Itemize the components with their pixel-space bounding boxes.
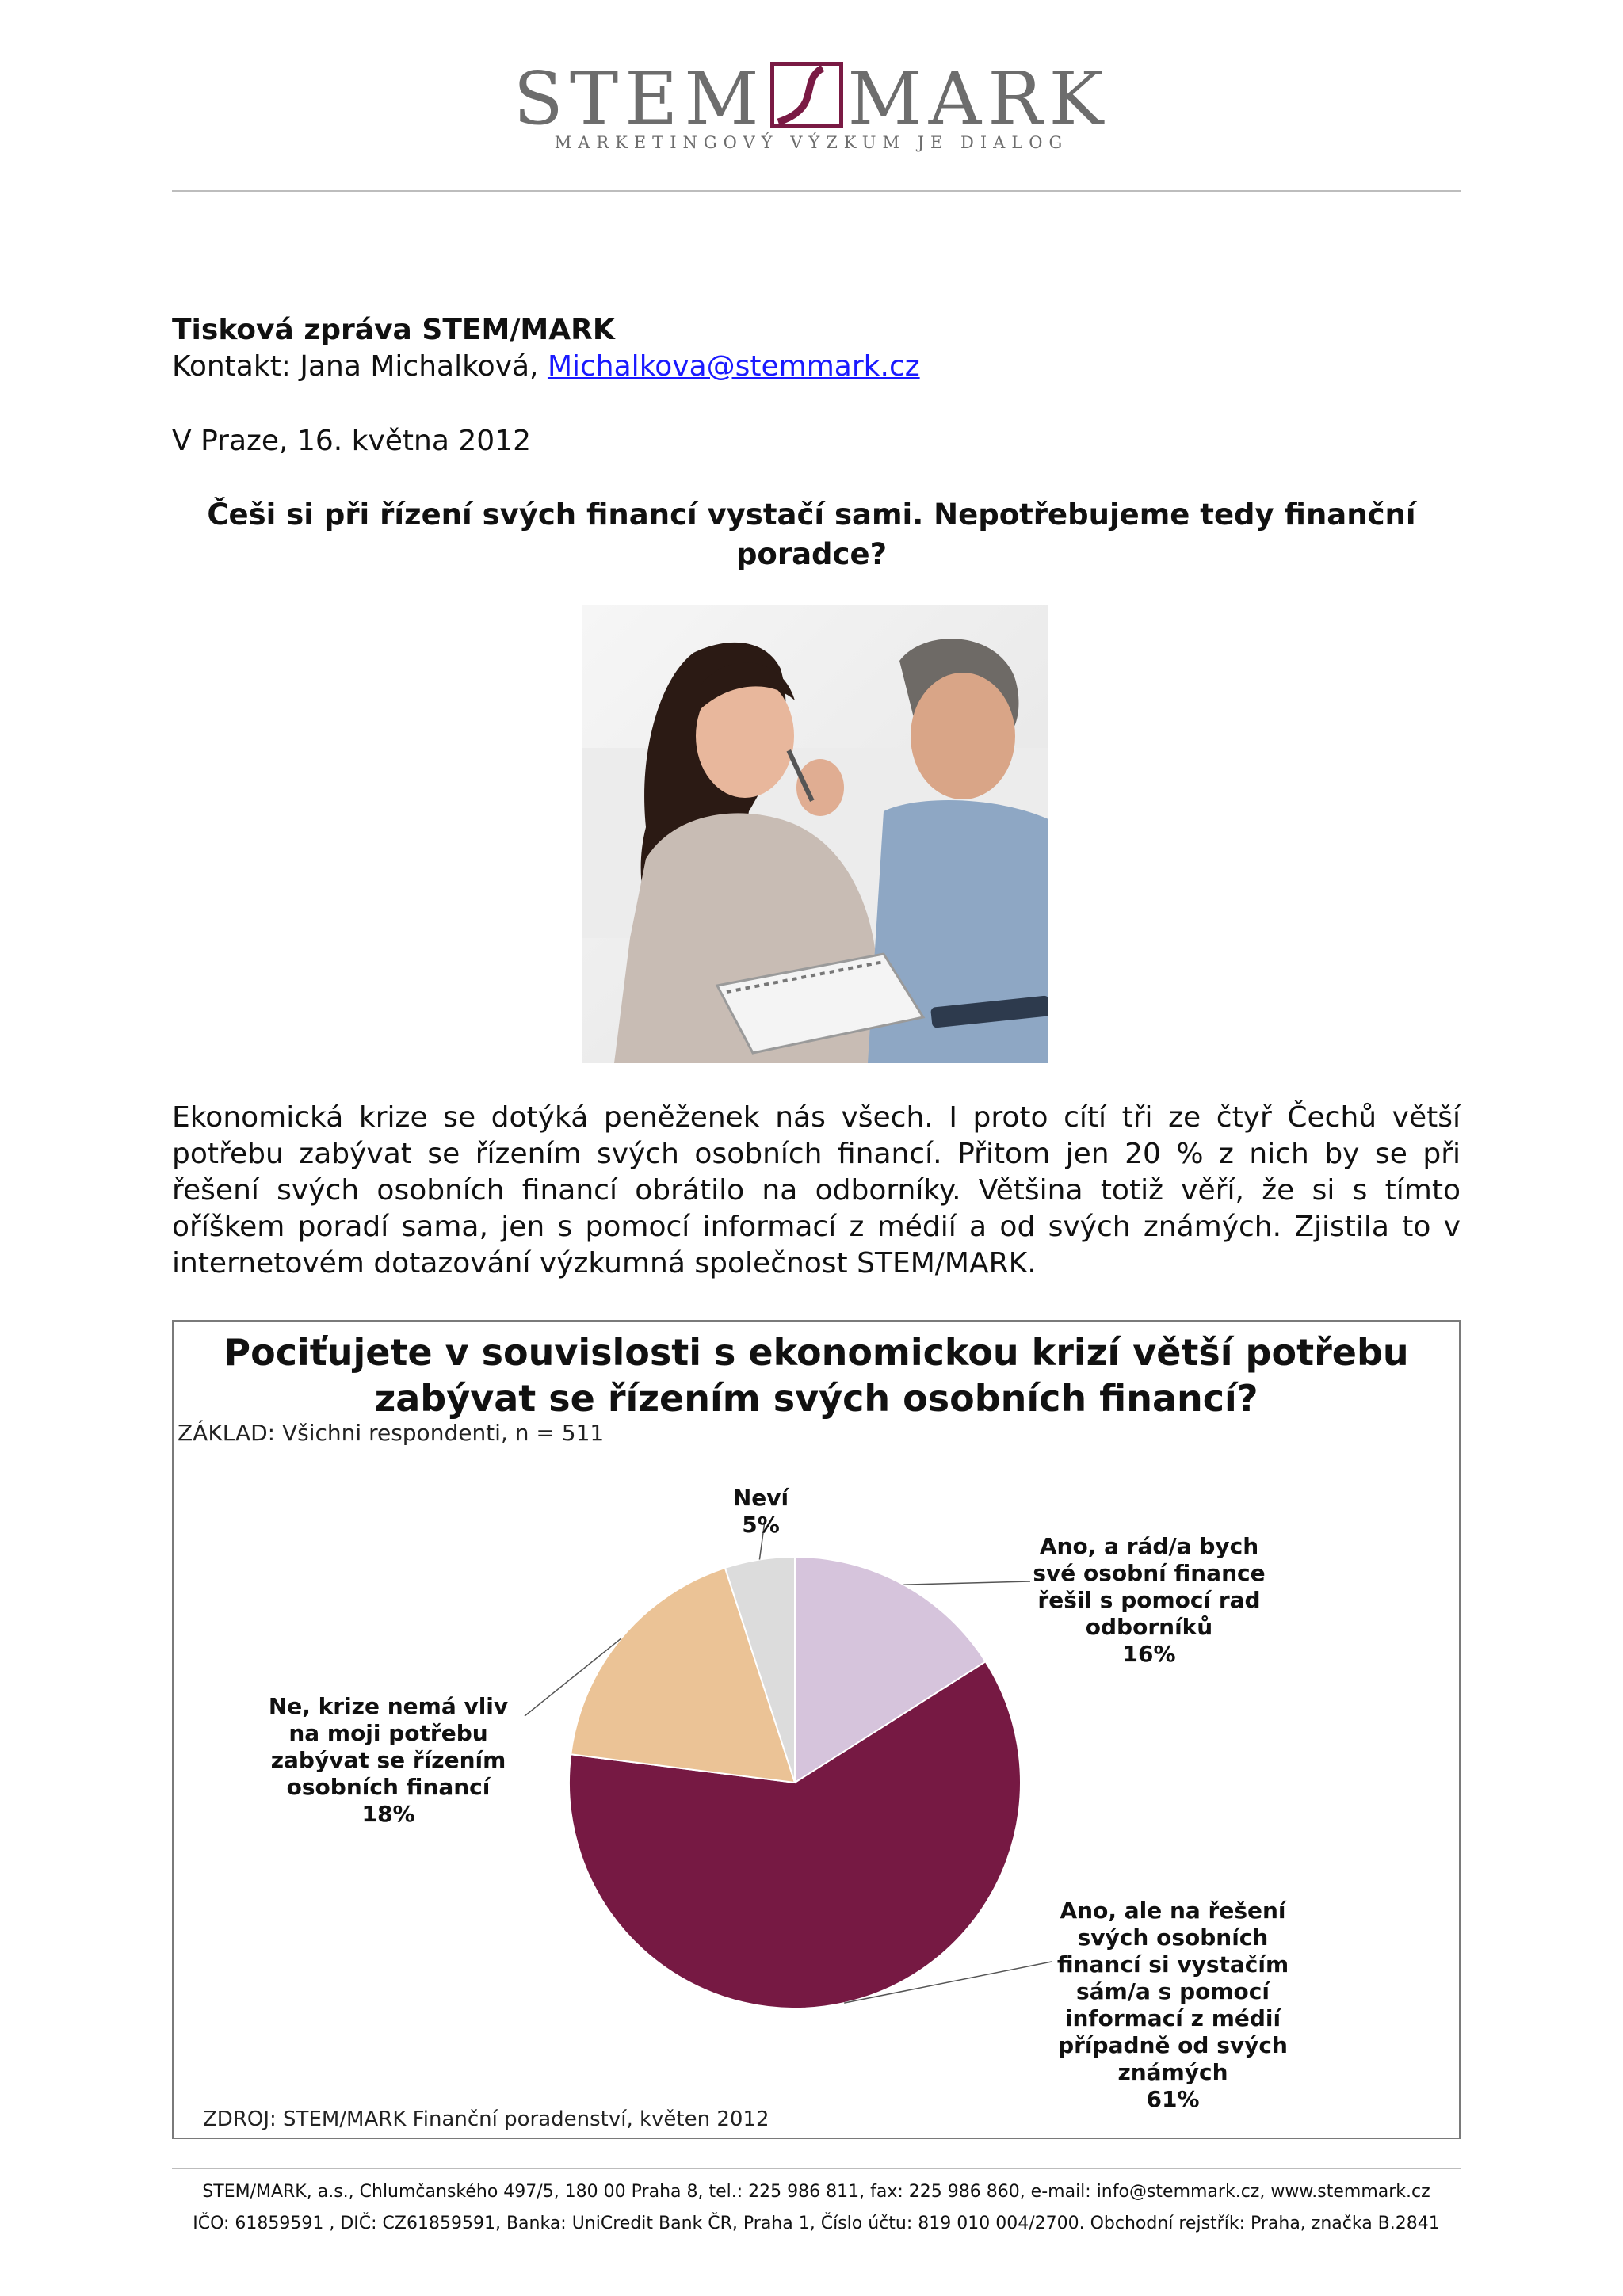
pie-leader-line	[903, 1581, 1030, 1585]
headline: Češi si při řízení svých financí vystačí sami. Nepotřebujeme tedy finanční poradce?	[207, 498, 1416, 571]
stemmark-logo	[0, 55, 1623, 158]
couple-photo-image	[582, 605, 1048, 1063]
logo-right-text: MARK	[847, 56, 1110, 141]
pie-label-nevi	[713, 1485, 808, 1539]
footer-company-info: IČO: 61859591 , DIČ: CZ61859591, Banka: UniCredit Bank ČR, Praha 1, Číslo účtu: 819 010 004/2700. Obchodní rejstřík: Praha, značka B.2841	[193, 2214, 1440, 2233]
pie-label-text: Ne, krize nemá vliv na moji potřebu zabývat se řízením osobních financí	[268, 1693, 509, 1800]
pie-label-text: Ano, ale na řešení svých osobních financí si vystačím sám/a s pomocí informací z médií případně od svých známých	[1056, 1897, 1289, 2085]
logo-wordmark	[0, 55, 1623, 143]
footer-divider	[172, 2168, 1461, 2169]
contact-label: Kontakt: Jana Michalková,	[172, 350, 548, 383]
pie-label-text: Neví	[732, 1485, 789, 1511]
pie-label-ano-odbornici	[1030, 1533, 1268, 1668]
logo-mark-icon	[770, 62, 843, 128]
body-paragraph: Ekonomická krize se dotýká peněženek nás všech. I proto cítí tři ze čtyř Čechů větší potřebu zabývat se řízením svých osobních financí. Přitom jen 20 % z nich by se při řešení svých osobních financí obrátilo na odborníky. Většina totiž věří, že si s tímto oříškem poradí sama, jen s pomocí informací z médií a od svých známých. Zjistila to v internetovém dotazování výzkumná společnost STEM/MARK.	[172, 1101, 1461, 1280]
header-divider	[172, 190, 1461, 192]
chart-title: Pociťujete v souvislosti s ekonomickou krizí větší potřebu zabývat se řízením svých osobních financí?	[223, 1331, 1409, 1420]
pie-label-value: 18%	[361, 1801, 415, 1827]
pie-label-text: Ano, a rád/a bych své osobní finance řešil s pomocí rad odborníků	[1033, 1533, 1266, 1640]
pie-label-value: 16%	[1122, 1641, 1176, 1667]
chart-source-note: ZDROJ: STEM/MARK Finanční poradenství, květen 2012	[203, 2107, 769, 2131]
pie-label-ne	[262, 1693, 515, 1828]
contact-email-link[interactable]: Michalkova@stemmark.cz	[547, 350, 920, 383]
pie-label-value: 5%	[742, 1512, 780, 1538]
pie-label-value: 61%	[1146, 2086, 1200, 2112]
footer-address: STEM/MARK, a.s., Chlumčanského 497/5, 180 00 Praha 8, tel.: 225 986 811, fax: 225 986 860, e-mail: info@stemmark.cz, www.stemmark.cz	[202, 2182, 1430, 2202]
logo-left-text: STEM	[513, 56, 766, 141]
press-contact	[172, 349, 920, 385]
pie-label-ano-sam	[1054, 1897, 1292, 2113]
logo-tagline: MARKETINGOVÝ VÝZKUM JE DIALOG	[554, 133, 1069, 152]
couple-photo	[582, 605, 1048, 1063]
press-date: V Praze, 16. května 2012	[172, 425, 531, 457]
press-title: Tisková zpráva STEM/MARK	[172, 314, 615, 346]
chart-base-note: ZÁKLAD: Všichni respondenti, n = 511	[178, 1420, 605, 1446]
